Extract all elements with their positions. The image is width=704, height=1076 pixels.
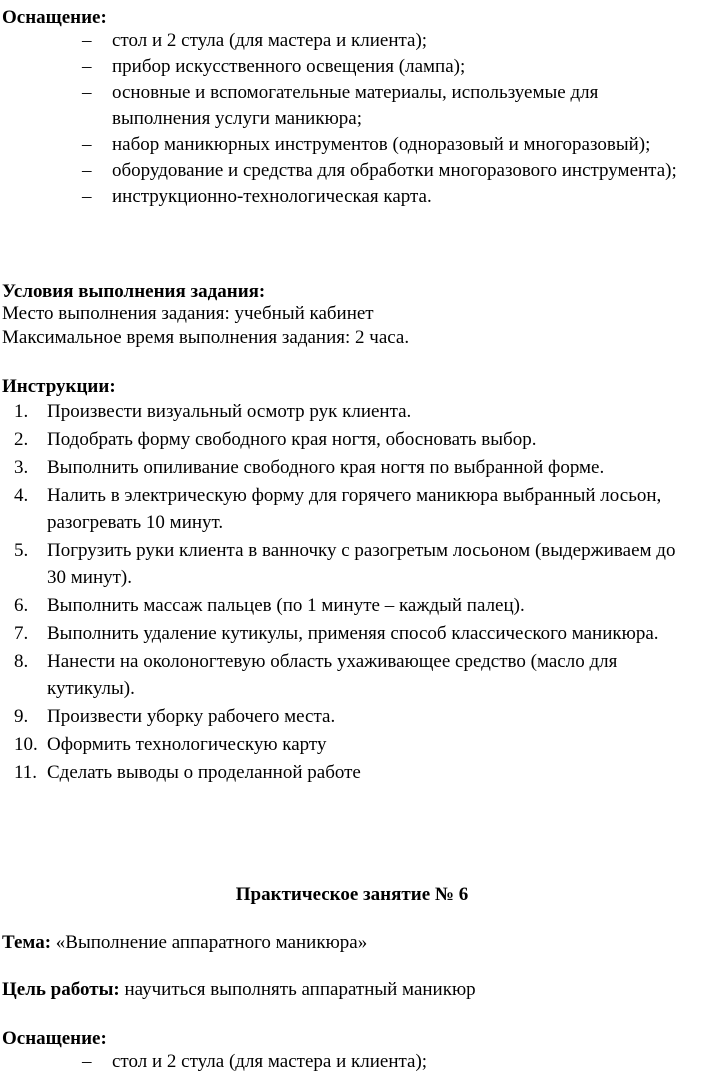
topic-text: «Выполнение аппаратного маникюра» <box>51 932 368 953</box>
list-item: – оборудование и средства для обработки многоразового инструмента); <box>82 160 677 181</box>
list-item: 4. Налить в электрическую форму для горячего маникюра выбранный лосьон, разогревать 10 минут. <box>14 485 662 533</box>
equipment-list-2 <box>82 1049 692 1075</box>
conditions-place: Место выполнения задания: учебный кабинет <box>2 303 374 324</box>
list-item: 1. Произвести визуальный осмотр рук клиента. <box>14 401 412 422</box>
topic-line <box>2 931 367 955</box>
list-item: – стол и 2 стула (для мастера и клиента); <box>82 1051 428 1072</box>
list-item: 10. Оформить технологическую карту <box>14 734 327 755</box>
list-item: – инструкционно-технологическая карта. <box>82 186 432 207</box>
list-item: – прибор искусственного освещения (лампа); <box>82 56 466 77</box>
list-item: 7. Выполнить удаление кутикулы, применяя способ классического маникюра. <box>14 623 659 644</box>
equipment-heading-2: Оснащение: <box>2 1028 107 1049</box>
list-item: 9. Произвести уборку рабочего места. <box>14 706 336 727</box>
list-item: 11. Сделать выводы о проделанной работе <box>14 762 361 783</box>
list-item: 3. Выполнить опиливание свободного края ногтя по выбранной форме. <box>14 457 605 478</box>
list-item: 5. Погрузить руки клиента в ванночку с разогретым лосьоном (выдерживаем до 30 минут). <box>14 540 676 588</box>
conditions-heading: Условия выполнения задания: <box>2 281 266 302</box>
goal-line <box>2 978 476 1002</box>
list-item: 2. Подобрать форму свободного края ногтя, обосновать выбор. <box>14 429 537 450</box>
goal-text: научиться выполнять аппаратный маникюр <box>119 979 476 1000</box>
topic-label: Тема: <box>2 932 52 953</box>
instructions-list <box>14 398 694 787</box>
lesson-title: Практическое занятие № 6 <box>235 884 469 905</box>
list-item: – основные и вспомогательные материалы, используемые для выполнения услуги маникюра; <box>82 82 599 129</box>
goal-label: Цель работы: <box>2 979 120 1000</box>
list-item: 6. Выполнить массаж пальцев (по 1 минуте – каждый палец). <box>14 595 525 616</box>
equipment-list <box>82 28 692 210</box>
equipment-heading: Оснащение: <box>2 7 107 28</box>
list-item: – набор маникюрных инструментов (одноразовый и многоразовый); <box>82 134 651 155</box>
list-item: – стол и 2 стула (для мастера и клиента); <box>82 30 428 51</box>
instructions-heading: Инструкции: <box>2 376 116 397</box>
list-item: 8. Нанести на околоногтевую область ухаживающее средство (масло для кутикулы). <box>14 651 618 699</box>
conditions-time: Максимальное время выполнения задания: 2 часа. <box>2 327 410 348</box>
